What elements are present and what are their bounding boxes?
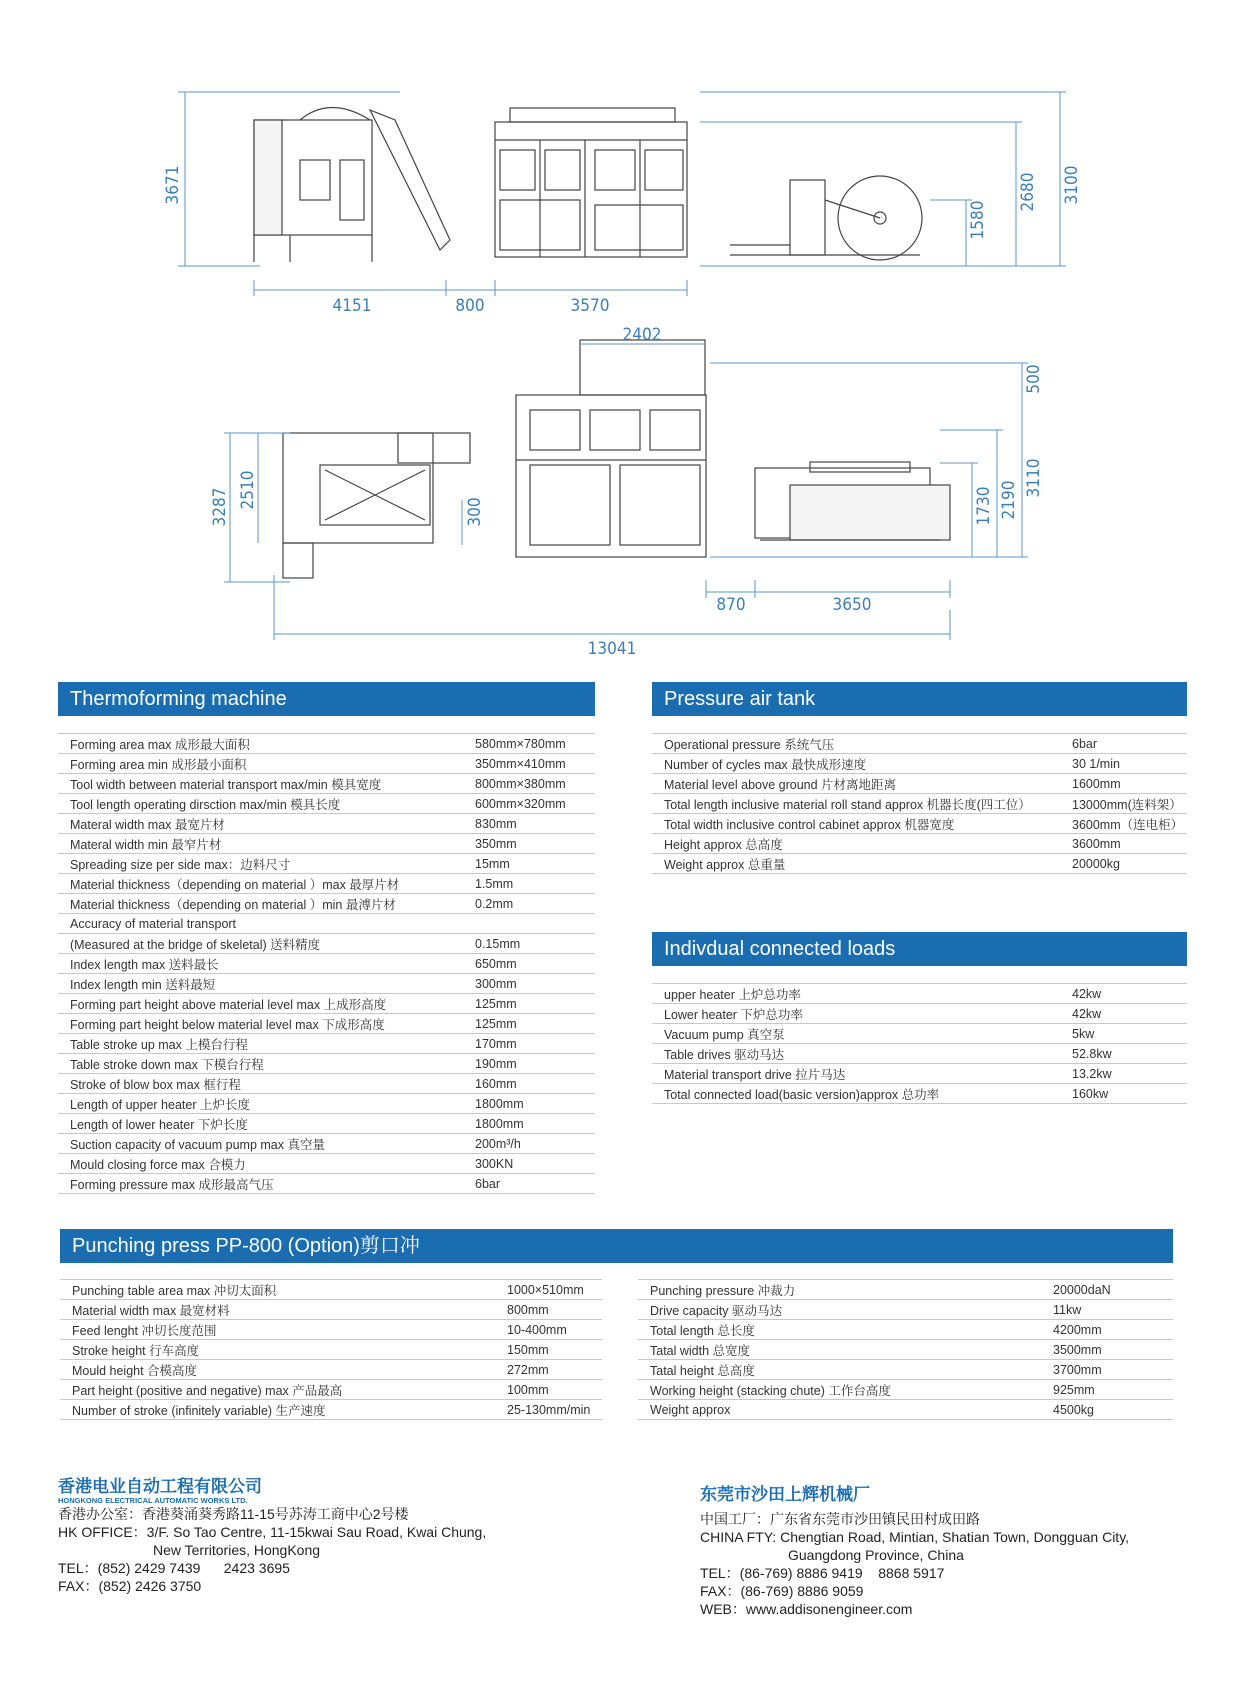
spec-label: Forming area max 成形最大面积 [58, 734, 463, 754]
hk-office-cn: 香港办公室：香港葵涌葵秀路11-15号苏涛工商中心2号楼 [58, 1506, 409, 1522]
dg-web: WEB：www.addisonengineer.com [700, 1601, 913, 1617]
dim-3100: 3100 [1062, 165, 1082, 205]
spec-row [58, 754, 595, 774]
dim-3671: 3671 [163, 165, 183, 205]
spec-row [60, 1280, 602, 1300]
spec-label: Part height (positive and negative) max 产品最高 [60, 1380, 495, 1400]
spec-row [58, 734, 595, 754]
spec-row [60, 1320, 602, 1340]
spec-row [58, 1074, 595, 1094]
spec-value: 800mm×380mm [463, 774, 595, 794]
spec-label: Tatal height 总高度 [638, 1360, 1041, 1380]
spec-value: 42kw [1060, 984, 1187, 1004]
dg-factory-en-2: Guangdong Province, China [788, 1547, 964, 1563]
spec-value: 13000mm(连料架） [1060, 794, 1187, 814]
spec-value: 0.15mm [463, 934, 595, 954]
spec-row [58, 1114, 595, 1134]
spec-row [58, 934, 595, 954]
spec-label: Lower heater 下炉总功率 [652, 1004, 1060, 1024]
spec-value: 0.2mm [463, 894, 595, 914]
spec-row [638, 1280, 1173, 1300]
spec-row [58, 834, 595, 854]
spec-row [652, 1064, 1187, 1084]
dg-fax: FAX：(86-769) 8886 9059 [700, 1583, 864, 1599]
spec-label: Material thickness（depending on material ）min 最溥片材 [58, 894, 463, 914]
spec-value: 20000kg [1060, 854, 1187, 874]
spec-value: 1800mm [463, 1094, 595, 1114]
spec-row [638, 1400, 1173, 1420]
spec-value: 160mm [463, 1074, 595, 1094]
spec-row [58, 794, 595, 814]
dg-factory-cn: 中国工厂：广东省东莞市沙田镇民田村成田路 [700, 1511, 980, 1527]
spec-value: 6bar [463, 1174, 595, 1194]
dim-1730: 1730 [974, 486, 994, 526]
spec-value: 3700mm [1041, 1360, 1173, 1380]
dim-13041: 13041 [587, 639, 637, 659]
spec-row [58, 814, 595, 834]
spec-label: Material level above ground 片材离地距离 [652, 774, 1060, 794]
spec-row [638, 1380, 1173, 1400]
spec-row [652, 1044, 1187, 1064]
spec-value: 600mm×320mm [463, 794, 595, 814]
spec-row [58, 854, 595, 874]
air-tank-table [652, 733, 1187, 874]
spec-value: 1800mm [463, 1114, 595, 1134]
spec-label: Drive capacity 驱动马达 [638, 1300, 1041, 1320]
spec-label: Materal width min 最窄片材 [58, 834, 463, 854]
spec-row [58, 1174, 595, 1194]
dim-800: 800 [455, 296, 485, 316]
dim-870: 870 [716, 595, 746, 615]
spec-value [463, 914, 595, 934]
spec-row [60, 1380, 602, 1400]
spec-value: 4500kg [1041, 1400, 1173, 1420]
spec-label: Weight approx [638, 1400, 1041, 1420]
spec-value: 10-400mm [495, 1320, 602, 1340]
spec-label: Weight approx 总重量 [652, 854, 1060, 874]
dg-company-cn: 东莞市沙田上辉机械厂 [700, 1485, 870, 1504]
spec-label: Operational pressure 系统气压 [652, 734, 1060, 754]
spec-label: Table stroke up max 上模台行程 [58, 1034, 463, 1054]
dim-3570: 3570 [570, 296, 610, 316]
spec-value: 125mm [463, 994, 595, 1014]
spec-value: 272mm [495, 1360, 602, 1380]
spec-row [652, 1084, 1187, 1104]
footer-left [58, 1478, 618, 1595]
spec-label: Height approx 总高度 [652, 834, 1060, 854]
dim-1580: 1580 [968, 200, 988, 240]
spec-label: Materal width max 最宽片材 [58, 814, 463, 834]
spec-row [638, 1300, 1173, 1320]
dg-factory-en-1: CHINA FTY: Chengtian Road, Mintian, Shatian Town, Dongguan City, [700, 1529, 1130, 1545]
spec-value: 800mm [495, 1300, 602, 1320]
spec-row [58, 994, 595, 1014]
spec-row [652, 1024, 1187, 1044]
spec-row [652, 984, 1187, 1004]
spec-row [58, 1034, 595, 1054]
dim-4151: 4151 [332, 296, 372, 316]
spec-label: Stroke of blow box max 框行程 [58, 1074, 463, 1094]
spec-label: Tool width between material transport max/min 模具宽度 [58, 774, 463, 794]
air-tank-title: Pressure air tank [652, 682, 1187, 716]
spec-label: Number of stroke (infinitely variable) 生产速度 [60, 1400, 495, 1420]
hk-tel: TEL：(852) 2429 7439 2423 3695 [58, 1560, 290, 1576]
hk-company-en: HONGKONG ELECTRICAL AUTOMATIC WORKS LTD. [58, 1496, 248, 1505]
spec-label: Total width inclusive control cabinet approx 机器宽度 [652, 814, 1060, 834]
dim-2402: 2402 [622, 325, 662, 345]
spec-label: Material thickness（depending on material ）max 最厚片材 [58, 874, 463, 894]
spec-value: 300mm [463, 974, 595, 994]
technical-drawing [0, 0, 1240, 670]
dim-2510: 2510 [238, 470, 258, 510]
spec-label: Forming pressure max 成形最高气压 [58, 1174, 463, 1194]
spec-row [638, 1340, 1173, 1360]
spec-label: Length of upper heater 上炉长度 [58, 1094, 463, 1114]
spec-value: 52.8kw [1060, 1044, 1187, 1064]
spec-value: 300KN [463, 1154, 595, 1174]
spec-label: Feed lenght 冲切长度范围 [60, 1320, 495, 1340]
spec-label: Material transport drive 拉片马达 [652, 1064, 1060, 1084]
spec-label: Accuracy of material transport [58, 914, 463, 934]
loads-table [652, 983, 1187, 1104]
dg-tel: TEL：(86-769) 8886 9419 8868 5917 [700, 1565, 945, 1581]
spec-label: Mould closing force max 合模力 [58, 1154, 463, 1174]
spec-row [58, 774, 595, 794]
spec-value: 13.2kw [1060, 1064, 1187, 1084]
spec-row [652, 854, 1187, 874]
spec-label: Total length inclusive material roll stand approx 机器长度(四工位） [652, 794, 1060, 814]
spec-value: 3600mm [1060, 834, 1187, 854]
spec-value: 4200mm [1041, 1320, 1173, 1340]
spec-value: 1000×510mm [495, 1280, 602, 1300]
spec-value: 160kw [1060, 1084, 1187, 1104]
spec-row [652, 754, 1187, 774]
spec-row [58, 1154, 595, 1174]
hk-office-en-1: HK OFFICE：3/F. So Tao Centre, 11-15kwai Sau Road, Kwai Chung, [58, 1524, 487, 1540]
spec-value: 925mm [1041, 1380, 1173, 1400]
spec-value: 20000daN [1041, 1280, 1173, 1300]
dim-3650: 3650 [832, 595, 872, 615]
dim-2190: 2190 [999, 480, 1019, 520]
spec-label: Length of lower heater 下炉长度 [58, 1114, 463, 1134]
spec-label: Total connected load(basic version)approx 总功率 [652, 1084, 1060, 1104]
spec-value: 1600mm [1060, 774, 1187, 794]
spec-value: 350mm [463, 834, 595, 854]
spec-value: 150mm [495, 1340, 602, 1360]
spec-label: Material width max 最宽材料 [60, 1300, 495, 1320]
spec-label: Total length 总长度 [638, 1320, 1041, 1340]
spec-label: Vacuum pump 真空泵 [652, 1024, 1060, 1044]
dim-300: 300 [465, 497, 485, 527]
spec-label: Working height (stacking chute) 工作台高度 [638, 1380, 1041, 1400]
spec-row [58, 1014, 595, 1034]
spec-label: Table drives 驱动马达 [652, 1044, 1060, 1064]
spec-row [60, 1360, 602, 1380]
dim-500: 500 [1024, 364, 1044, 394]
spec-label: Tool length operating dirsction max/min 模具长度 [58, 794, 463, 814]
spec-row [60, 1340, 602, 1360]
thermoforming-title: Thermoforming machine [58, 682, 595, 716]
dim-3287: 3287 [210, 487, 230, 527]
spec-row [638, 1360, 1173, 1380]
spec-row [58, 954, 595, 974]
spec-label: upper heater 上炉总功率 [652, 984, 1060, 1004]
spec-value: 30 1/min [1060, 754, 1187, 774]
spec-label: Punching pressure 冲裁力 [638, 1280, 1041, 1300]
spec-row [60, 1400, 602, 1420]
spec-row [58, 874, 595, 894]
spec-label: Suction capacity of vacuum pump max 真空量 [58, 1134, 463, 1154]
spec-value: 6bar [1060, 734, 1187, 754]
spec-row [58, 1094, 595, 1114]
spec-row [652, 774, 1187, 794]
spec-row [58, 894, 595, 914]
spec-value: 580mm×780mm [463, 734, 595, 754]
hk-fax: FAX：(852) 2426 3750 [58, 1578, 202, 1594]
thermoforming-table [58, 733, 595, 1194]
spec-label: Forming area min 成形最小面积 [58, 754, 463, 774]
spec-value: 650mm [463, 954, 595, 974]
spec-value: 3500mm [1041, 1340, 1173, 1360]
spec-value: 3600mm（连电柜） [1060, 814, 1187, 834]
spec-label: Spreading size per side max：边料尺寸 [58, 854, 463, 874]
spec-label: Index length max 送料最长 [58, 954, 463, 974]
spec-label: Mould height 合模高度 [60, 1360, 495, 1380]
spec-label: (Measured at the bridge of skeletal) 送料精度 [58, 934, 463, 954]
loads-title: Indivdual connected loads [652, 932, 1187, 966]
spec-value: 190mm [463, 1054, 595, 1074]
spec-row [58, 1054, 595, 1074]
spec-label: Forming part height below material level max 下成形高度 [58, 1014, 463, 1034]
hk-office-en-2: New Territories, HongKong [153, 1542, 321, 1558]
punching-right-table [638, 1279, 1173, 1420]
spec-value: 200m³/h [463, 1134, 595, 1154]
spec-value: 100mm [495, 1380, 602, 1400]
spec-label: Forming part height above material level max 上成形高度 [58, 994, 463, 1014]
hk-company-cn: 香港电业自动工程有限公司 [58, 1477, 262, 1496]
spec-label: Number of cycles max 最快成形速度 [652, 754, 1060, 774]
spec-row [652, 794, 1187, 814]
spec-value: 170mm [463, 1034, 595, 1054]
punching-left-table [60, 1279, 602, 1420]
spec-row [652, 734, 1187, 754]
punching-title: Punching press PP-800 (Option)剪口冲 [60, 1229, 1173, 1263]
spec-value: 1.5mm [463, 874, 595, 894]
dim-3110: 3110 [1024, 458, 1044, 498]
footer-right [700, 1486, 1200, 1618]
spec-row [58, 914, 595, 934]
spec-row [652, 814, 1187, 834]
spec-value: 15mm [463, 854, 595, 874]
spec-row [58, 1134, 595, 1154]
dim-2680: 2680 [1018, 172, 1038, 212]
spec-value: 25-130mm/min [495, 1400, 602, 1420]
spec-value: 350mm×410mm [463, 754, 595, 774]
spec-value: 11kw [1041, 1300, 1173, 1320]
spec-label: Index length min 送料最短 [58, 974, 463, 994]
spec-label: Punching table area max 冲切太面积 [60, 1280, 495, 1300]
spec-row [58, 974, 595, 994]
spec-row [652, 834, 1187, 854]
spec-label: Tatal width 总宽度 [638, 1340, 1041, 1360]
spec-value: 830mm [463, 814, 595, 834]
spec-value: 5kw [1060, 1024, 1187, 1044]
spec-row [60, 1300, 602, 1320]
spec-label: Table stroke down max 下模台行程 [58, 1054, 463, 1074]
spec-label: Stroke height 行车高度 [60, 1340, 495, 1360]
spec-row [652, 1004, 1187, 1024]
spec-row [638, 1320, 1173, 1340]
spec-value: 42kw [1060, 1004, 1187, 1024]
spec-value: 125mm [463, 1014, 595, 1034]
